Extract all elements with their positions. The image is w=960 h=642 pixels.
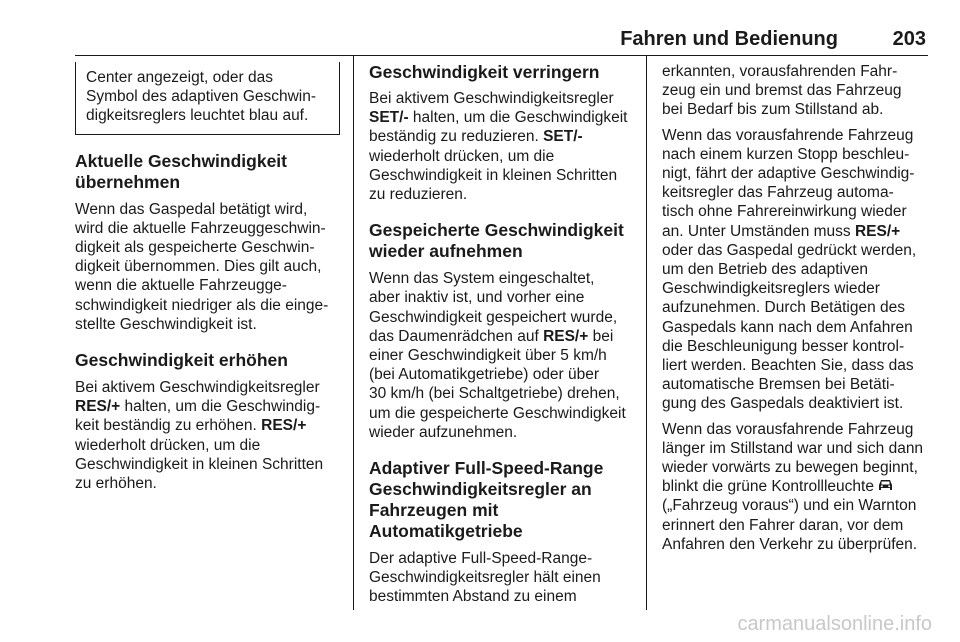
page-number: 203 [892, 28, 926, 50]
paragraph-adaptive-cruise: Der adaptive Full-Speed-Range- Geschwindigkeitsregler hält einen bestimmten Abstand zu einem [369, 550, 601, 606]
page-header [75, 26, 928, 56]
column-1 [75, 62, 343, 493]
paragraph-decrease-speed: Bei aktivem Geschwindigkeitsregler SET/- halten, um die Geschwindigkeit beständig zu reduzieren. SET/- wiederholt drücken, um die Geschwindigkeit in kleinen Schritten zu reduzieren. [369, 90, 628, 204]
paragraph-current-speed: Wenn das Gaspedal betätigt wird, wird die aktuelle Fahrzeuggeschwin- digkeit als gespeicherte Geschwin- digkeit übernommen. Dies gilt auch, wenn die aktuelle Fahrzeugge- schwindigkeit niedriger als die einge- stellte Geschwindigkeit ist. [75, 200, 329, 333]
column-3 [662, 62, 932, 554]
heading-current-speed: Aktuelle Geschwindigkeit übernehmen [75, 150, 287, 192]
header-rule [75, 55, 928, 56]
heading-resume-speed: Gespeicherte Geschwindigkeit wieder aufnehmen [369, 220, 624, 262]
heading-decrease-speed: Geschwindigkeit verringern [369, 62, 600, 82]
note-line: Symbol des adaptiven Geschwin- [86, 88, 317, 106]
note-line: Center angezeigt, oder das [86, 69, 273, 86]
column-2 [369, 62, 639, 607]
column-divider-1 [353, 56, 354, 610]
watermark: carmanualsonline.info [737, 613, 932, 635]
heading-increase-speed: Geschwindigkeit erhöhen [75, 350, 288, 371]
paragraph-stop-and-go: Wenn das vorausfahrende Fahrzeug nach einem kurzen Stopp beschleu- nigt, fährt der adaptive Geschwindig- keitsregler das Fahrzeug automa- tisch ohne Fahrereinwirkung wieder an. Unter Umständen muss RES/+ oder das Gaspedal gedrückt werden, um den Betrieb des adaptiven Geschwindigkeitsreglers wieder aufzunehmen. Durch Betätigen des Gaspedals kann nach dem Anfahren die Beschleunigung besser kontrol- liert werden. Beachten Sie, dass das automatische Bremsen bei Betäti- gung des Gaspedals deaktiviert ist. [662, 126, 917, 413]
page-title: Fahren und Bedienung [620, 28, 838, 50]
paragraph-resume-speed: Wenn das System eingeschaltet, aber inaktiv ist, und vorher eine Geschwindigkeit gespeichert wurde, das Daumenrädchen auf RES/+ bei einer Geschwindigkeit über 5 km/h (bei Automatikgetriebe) oder über 30 km/h (bei Schaltgetriebe) drehen, um die gespeicherte Geschwindigkeit wieder aufzunehmen. [369, 270, 626, 441]
paragraph-continued: erkannten, vorausfahrenden Fahr- zeug ein und bremst das Fahrzeug bei Bedarf bis zum Stillstand ab. [662, 63, 902, 119]
column-divider-2 [646, 56, 647, 610]
note-box [75, 62, 340, 135]
paragraph-increase-speed: Bei aktivem Geschwindigkeitsregler RES/+ halten, um die Geschwindig- keit beständig zu erhöhen. RES/+ wiederholt drücken, um die Geschwindigkeit in kleinen Schritten zu erhöhen. [75, 379, 324, 493]
note-line: digkeitsreglers leuchtet blau auf. [86, 107, 309, 125]
paragraph-standstill: Wenn das vorausfahrende Fahrzeug länger im Stillstand war und sich dann wieder vorwärts zu bewegen beginnt, blinkt die grüne Kontrollleuchte („Fahrzeug voraus“) und ein Warnton erinnert den Fahrer daran, vor dem Anfahren den Verkehr zu überprüfen. [662, 420, 924, 553]
car-ahead-icon [878, 478, 893, 491]
heading-adaptive-cruise: Adaptiver Full-Speed-Range Geschwindigkeitsregler an Fahrzeugen mit Automatikgetriebe [369, 458, 604, 542]
